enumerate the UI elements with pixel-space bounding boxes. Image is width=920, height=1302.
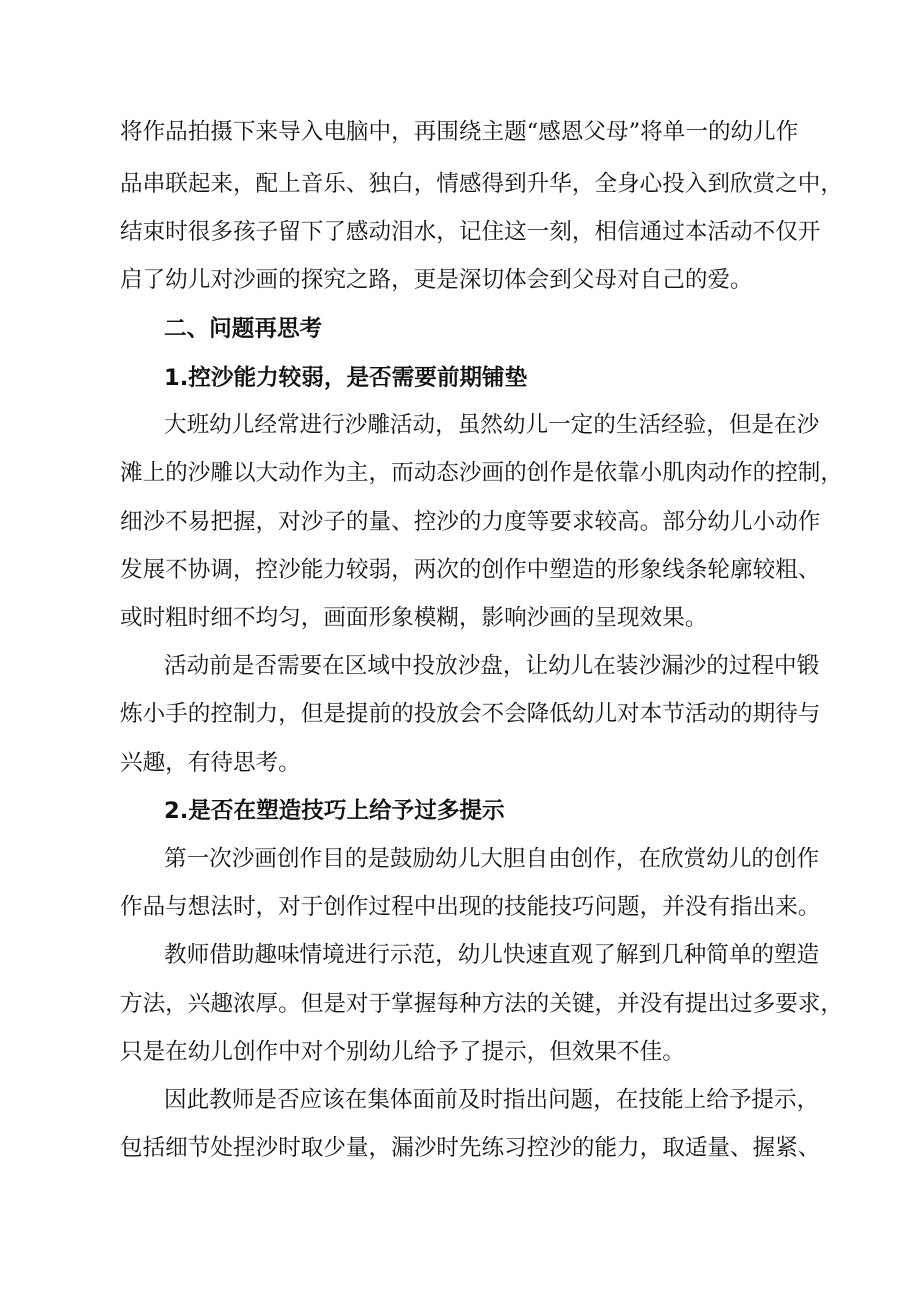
paragraph-line: 方法，兴趣浓厚。但是对于掌握每种方法的关键，并没有提出过多要求， xyxy=(120,991,843,1017)
paragraph-line: 启了幼儿对沙画的探究之路，更是深切体会到父母对自己的爱。 xyxy=(120,267,753,293)
paragraph-line: 第一次沙画创作目的是鼓励幼儿大胆自由创作，在欣赏幼儿的创作 xyxy=(164,846,820,872)
paragraph-line: 教师借助趣味情境进行示范，幼儿快速直观了解到几种简单的塑造 xyxy=(164,942,820,968)
paragraph-line: 作品与想法时，对于创作过程中出现的技能技巧问题，并没有指出来。 xyxy=(120,894,821,920)
paragraph-line: 滩上的沙雕以大动作为主，而动态沙画的创作是依靠小肌肉动作的控制， xyxy=(120,460,843,486)
paragraph-line: 包括细节处捏沙时取少量，漏沙时先练习控沙的能力，取适量、握紧、 xyxy=(120,1135,821,1161)
paragraph-line: 或时粗时细不均匀，画面形象模糊，影响沙画的呈现效果。 xyxy=(120,605,708,631)
paragraph-line: 发展不协调，控沙能力较弱，两次的创作中塑造的形象线条轮廓较粗、 xyxy=(120,557,821,583)
paragraph-line: 细沙不易把握，对沙子的量、控沙的力度等要求较高。部分幼儿小动作 xyxy=(120,509,821,535)
subsection-heading: 1.控沙能力较弱，是否需要前期铺垫 xyxy=(164,365,528,391)
paragraph-line: 品串联起来，配上音乐、独白，情感得到升华，全身心投入到欣赏之中， xyxy=(120,171,843,197)
paragraph-line: 大班幼儿经常进行沙雕活动，虽然幼儿一定的生活经验，但是在沙 xyxy=(164,412,820,438)
paragraph-line: 活动前是否需要在区域中投放沙盘，让幼儿在装沙漏沙的过程中锻 xyxy=(164,653,820,679)
paragraph-line: 兴趣，有待思考。 xyxy=(120,750,301,776)
paragraph-line: 炼小手的控制力，但是提前的投放会不会降低幼儿对本节活动的期待与 xyxy=(120,701,821,727)
subsection-heading: 2.是否在塑造技巧上给予过多提示 xyxy=(164,798,505,824)
paragraph-line: 将作品拍摄下来导入电脑中，再围绕主题“感恩父母”将单一的幼儿作 xyxy=(120,119,799,145)
paragraph-line: 结束时很多孩子留下了感动泪水，记住这一刻，相信通过本活动不仅开 xyxy=(120,219,821,245)
section-heading: 二、问题再思考 xyxy=(164,316,323,342)
paragraph-line: 只是在幼儿创作中对个别幼儿给予了提示，但效果不佳。 xyxy=(120,1039,685,1065)
paragraph-line: 因此教师是否应该在集体面前及时指出问题，在技能上给予提示， xyxy=(164,1087,820,1113)
